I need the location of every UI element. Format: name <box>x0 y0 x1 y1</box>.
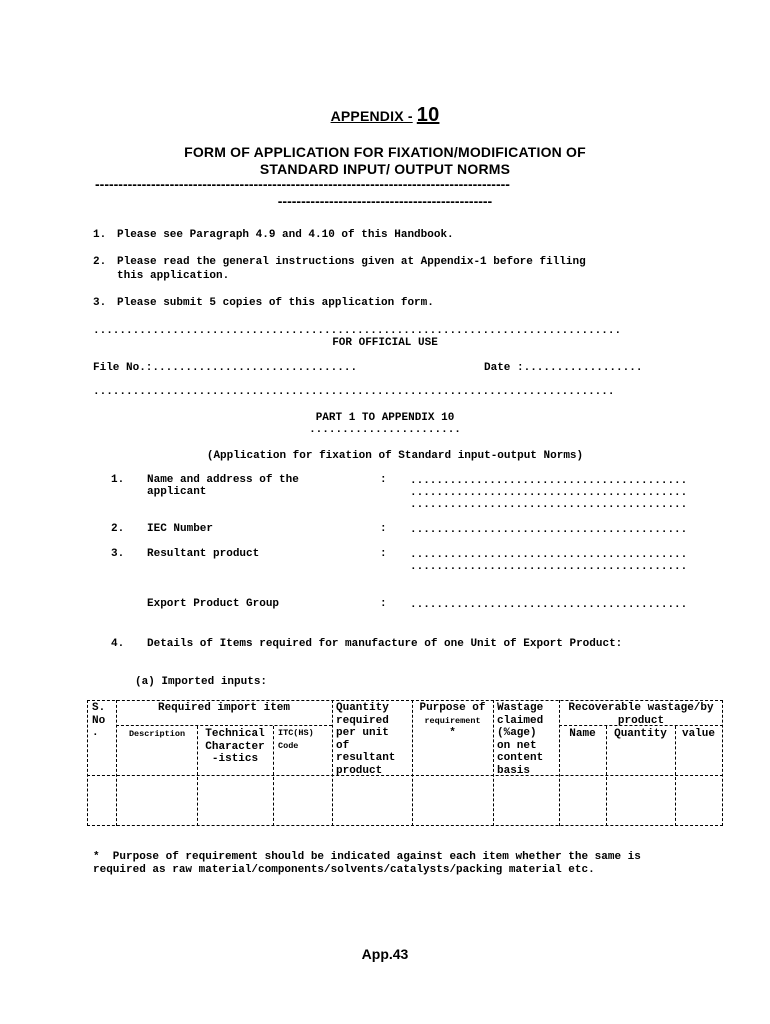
header-technical-line3: -istics <box>211 753 259 765</box>
imported-inputs-label: (a) Imported inputs: <box>135 676 268 688</box>
header-wastage-line5: content <box>497 752 544 764</box>
header-qty-line4: of <box>336 739 350 752</box>
page-number: App.43 <box>361 946 409 962</box>
field-1-dots-2[interactable]: .......................................... <box>410 487 688 499</box>
header-recoverable-line1: Recoverable wastage/by <box>568 702 714 714</box>
field-1-dots-1[interactable]: .......................................... <box>410 475 688 487</box>
header-itc-hs-code <box>278 727 332 752</box>
header-wastage-line1: Wastage <box>497 702 544 714</box>
field-3-dots-1[interactable]: .......................................... <box>410 549 688 561</box>
header-description: Description <box>128 729 186 739</box>
header-quantity: Quantity <box>614 728 667 740</box>
instruction-1-text: Please see Paragraph 4.9 and 4.10 of this Handbook. <box>117 229 454 241</box>
title-dash-line2: ---------------------------------------------- <box>277 193 493 209</box>
form-title-line1: FORM OF APPLICATION FOR FIXATION/MODIFICATION OF <box>184 144 586 160</box>
part-subtitle: (Application for fixation of Standard input-output Norms) <box>206 450 584 462</box>
footnote-line2: required as raw material/components/solvents/catalysts/packing material etc. <box>93 864 595 876</box>
header-wastage-line2: claimed <box>497 714 544 727</box>
field-1-number: 1. <box>111 474 125 486</box>
official-dots-bottom: ............................................................................... <box>93 386 615 398</box>
form-title-line2: STANDARD INPUT/ OUTPUT NORMS <box>259 161 511 177</box>
header-name: Name <box>569 728 596 740</box>
header-sno <box>92 702 116 740</box>
footnote-line1: * Purpose of requirement should be indicated against each item whether the same is <box>93 851 641 863</box>
header-purpose-line1: Purpose of <box>419 702 486 714</box>
col-line-8 <box>606 726 607 826</box>
official-dots-top: ................................................................................ <box>93 325 622 337</box>
field-2-label: IEC Number <box>147 523 214 535</box>
header-wastage-line4: on net <box>497 739 537 752</box>
appendix-number: 10 <box>416 104 440 126</box>
field-3-colon: : <box>380 548 387 560</box>
field-2-colon: : <box>380 523 387 535</box>
col-line-0 <box>87 700 88 826</box>
header-sno-line2: No <box>92 714 106 727</box>
header-qty-line5: resultant <box>336 752 396 764</box>
field-3-dots-2[interactable]: .......................................... <box>410 561 688 573</box>
header-purpose-line2: requirement <box>424 715 481 726</box>
imported-inputs-table <box>87 700 723 826</box>
header-recoverable-line2: product <box>617 714 665 727</box>
appendix-heading <box>0 104 770 127</box>
header-itc-line1: ITC(HS) <box>278 728 314 738</box>
date-field: Date :.................. <box>484 362 643 374</box>
field-1-label: Name and address of the <box>147 474 299 486</box>
field-2-number: 2. <box>111 523 125 535</box>
field-4-number: 4. <box>111 638 125 650</box>
instruction-1-number: 1. <box>93 229 107 241</box>
appendix-label: APPENDIX - <box>330 108 413 124</box>
field-1-label-cont: applicant <box>147 486 207 498</box>
export-group-dots[interactable]: .......................................... <box>410 599 688 611</box>
file-no-field: File No.:............................... <box>93 362 358 374</box>
field-1-colon: : <box>380 474 387 486</box>
field-1-dots-3[interactable]: .......................................... <box>410 499 688 511</box>
instruction-2-number: 2. <box>93 256 107 268</box>
part-title: PART 1 TO APPENDIX 10 <box>315 412 455 424</box>
col-line-3 <box>273 726 274 826</box>
required-item-subheader-line <box>116 725 332 726</box>
header-qty-line6: product <box>336 764 383 777</box>
official-use-label: FOR OFFICIAL USE <box>332 337 438 349</box>
header-required-import-item: Required import item <box>157 702 291 714</box>
header-technical-characteristics <box>197 728 273 766</box>
field-3-label: Resultant product <box>147 548 260 560</box>
instruction-3-number: 3. <box>93 297 107 309</box>
header-wastage <box>493 702 559 777</box>
header-wastage-line3: (%age) <box>497 727 537 739</box>
header-technical-line2: Character <box>205 740 265 753</box>
header-qty-line1: Quantity <box>336 702 389 714</box>
col-line-4 <box>332 700 333 826</box>
header-qty-line3: per unit <box>336 727 389 739</box>
header-wastage-line6: basis <box>497 764 531 777</box>
export-group-colon: : <box>380 598 387 610</box>
table-bottom-border <box>87 825 723 826</box>
header-qty-line2: required <box>336 714 389 727</box>
field-4-label: Details of Items required for manufacture of one Unit of Export Product: <box>147 638 623 650</box>
header-sno-line3: . <box>92 727 99 739</box>
table-top-border <box>87 700 723 701</box>
header-value: value <box>681 728 715 740</box>
header-purpose <box>412 702 493 740</box>
instruction-2-text: Please read the general instructions given at Appendix-1 before filling <box>117 256 586 268</box>
part-title-underline: ....................... <box>309 424 461 436</box>
field-2-dots[interactable]: .......................................... <box>410 524 688 536</box>
instruction-3-text: Please submit 5 copies of this application form. <box>117 297 434 309</box>
header-quantity-required <box>336 702 412 777</box>
header-recoverable <box>559 702 723 727</box>
export-group-label: Export Product Group <box>147 598 280 610</box>
header-sno-line1: S. <box>92 702 106 714</box>
header-purpose-line3: * <box>449 727 456 739</box>
title-dash-line1: ----------------------------------------------------------------------------------------- <box>95 176 510 192</box>
field-3-number: 3. <box>111 548 125 560</box>
col-line-9 <box>675 726 676 826</box>
col-line-1 <box>116 700 117 826</box>
instruction-2-text-cont: this application. <box>117 270 230 282</box>
header-technical-line1: Technical <box>205 728 265 740</box>
header-itc-line2: Code <box>278 740 299 751</box>
